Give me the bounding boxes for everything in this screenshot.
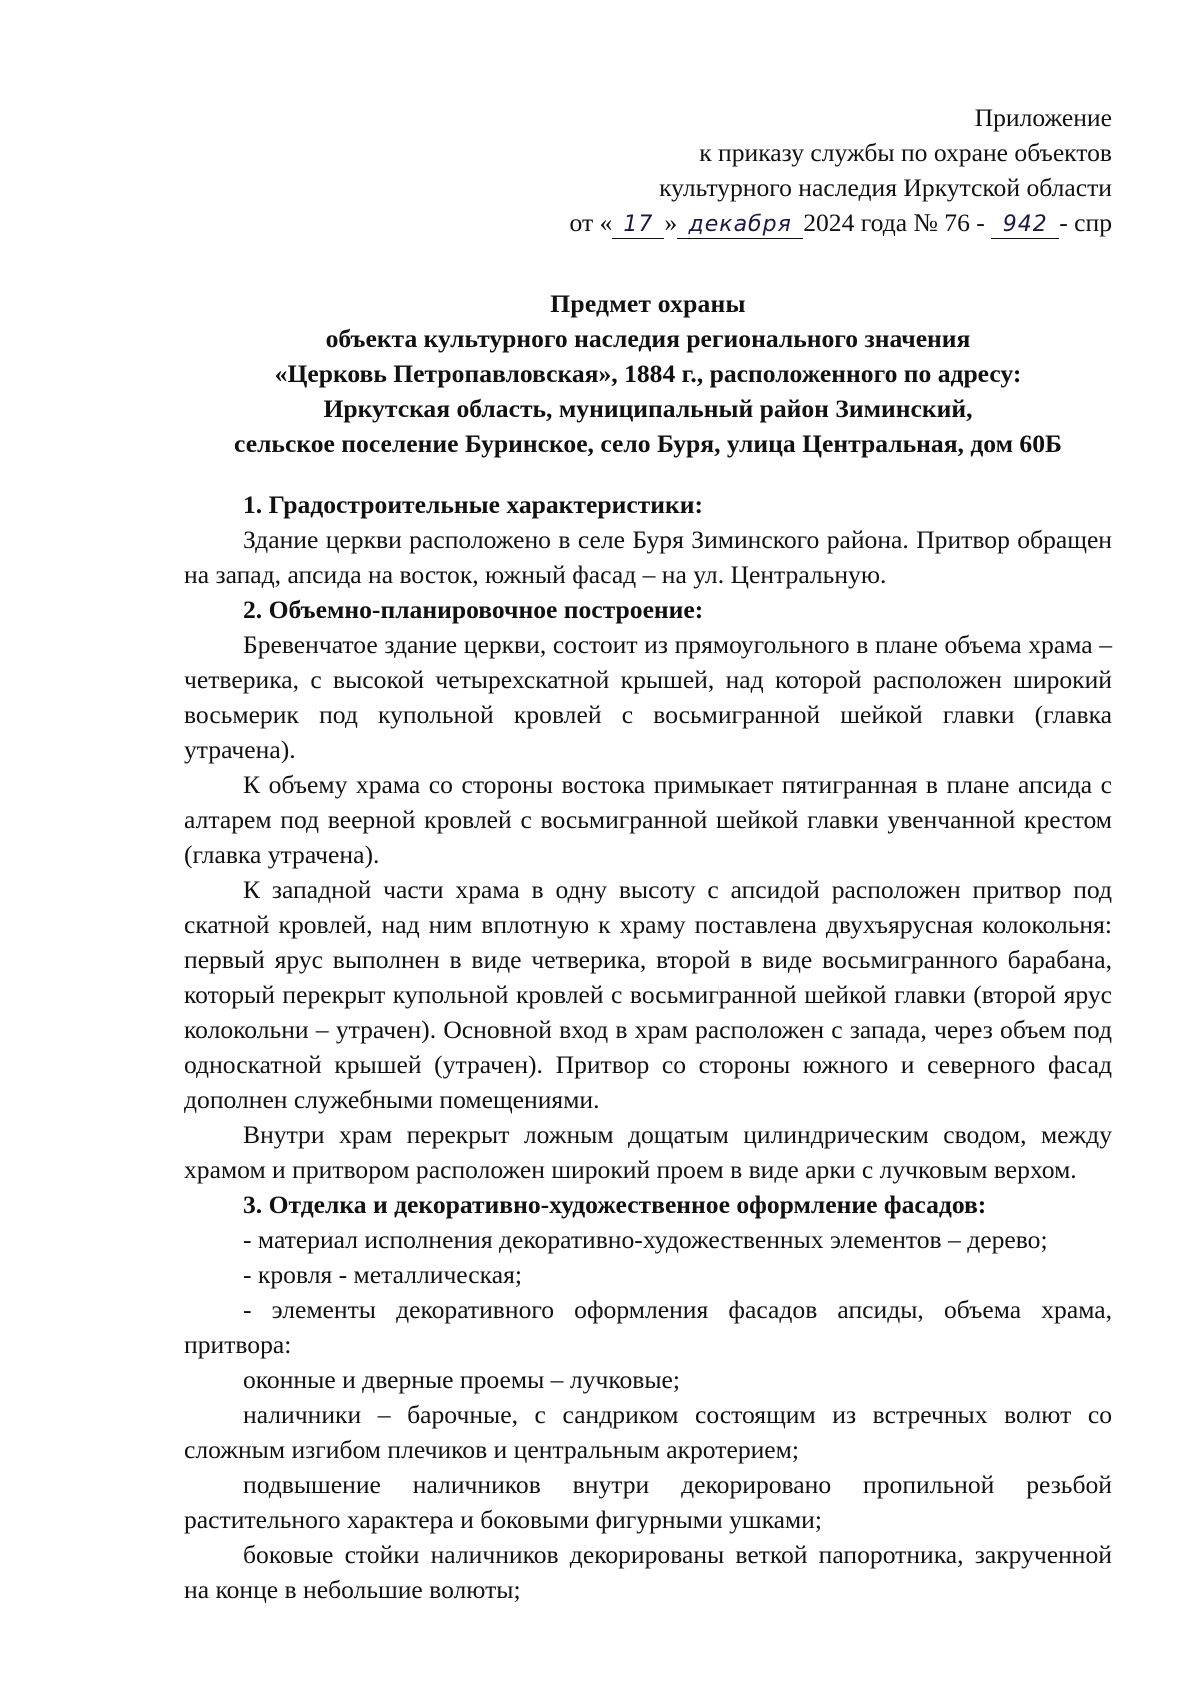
paragraph: подвышение наличников внутри декорировано пропильной резьбой растительного характера и боковыми фигурными ушками;	[184, 1470, 1112, 1534]
title-line: Предмет охраны	[550, 289, 746, 318]
paragraph: наличники – барочные, с сандриком состоящим из встречных волют со сложным изгибом плечиков и центральным акротерием;	[184, 1400, 1112, 1464]
section-heading: 2. Объемно-планировочное построение:	[243, 595, 704, 624]
handwritten-day: 17	[612, 212, 664, 239]
paragraph: Бревенчатое здание церкви, состоит из прямоугольного в плане объема храма – четверика, с высокой четырехскатной крышей, над которой расположен широкий восьмерик под купольной кровлей с восьмигранной шейкой главки (главка утрачена).	[184, 630, 1112, 764]
paragraph: - кровля - металлическая;	[243, 1260, 522, 1289]
appendix-agency-line: культурного наследия Иркутской области	[659, 173, 1112, 202]
paragraph: Здание церкви расположено в селе Буря Зиминского района. Притвор обращен на запад, апсида на восток, южный фасад – на ул. Центральную.	[184, 525, 1112, 589]
document-title	[184, 286, 1112, 461]
title-line: сельское поселение Буринское, село Буря, улица Центральная, дом 60Б	[234, 429, 1062, 458]
title-line: «Церковь Петропавловская», 1884 г., расположенного по адресу:	[274, 359, 1022, 388]
quote-close: »	[664, 208, 678, 237]
date-prefix: от «	[569, 208, 613, 237]
order-date-line	[184, 205, 1112, 240]
appendix-order-line: к приказу службы по охране объектов	[699, 138, 1112, 167]
document-page	[184, 100, 1112, 1607]
appendix-header	[184, 100, 1112, 240]
paragraph: - материал исполнения декоративно-художественных элементов – дерево;	[243, 1225, 1048, 1254]
paragraph: оконные и дверные проемы – лучковые;	[243, 1365, 681, 1394]
document-body	[184, 487, 1112, 1607]
paragraph: К западной части храма в одну высоту с апсидой расположен притвор под скатной кровлей, над ним вплотную к храму поставлена двухъярусная колокольня: первый ярус выполнен в виде четверика, второй в виде восьмигранного барабана, который перекрыт купольной кровлей с восьмигранной шейкой главки (второй ярус колокольни – утрачен). Основной вход в храм расположен с запада, через объем под односкатной крышей (утрачен). Притвор со стороны южного и северного фасад дополнен служебными помещениями.	[184, 875, 1112, 1114]
paragraph: боковые стойки наличников декорированы веткой папоротника, закрученной на конце в небольшие волюты;	[184, 1540, 1112, 1604]
title-line: объекта культурного наследия регионального значения	[325, 324, 971, 353]
section-heading: 3. Отделка и декоративно-художественное оформление фасадов:	[243, 1190, 987, 1219]
title-line: Иркутская область, муниципальный район Зиминский,	[323, 394, 973, 423]
handwritten-number: 942	[991, 212, 1059, 239]
paragraph: - элементы декоративного оформления фасадов апсиды, объема храма, притвора:	[184, 1295, 1112, 1359]
order-year-number: 2024 года № 76 -	[803, 208, 985, 237]
paragraph: Внутри храм перекрыт ложным дощатым цилиндрическим сводом, между храмом и притвором расположен широкий проем в виде арки с лучковым верхом.	[184, 1120, 1112, 1184]
handwritten-month: декабря	[677, 212, 803, 239]
section-heading: 1. Градостроительные характеристики:	[243, 490, 704, 519]
paragraph: К объему храма со стороны востока примыкает пятигранная в плане апсида с алтарем под веерной кровлей с восьмигранной шейкой главки увенчанной крестом (главка утрачена).	[184, 770, 1112, 869]
order-suffix: - спр	[1059, 208, 1112, 237]
appendix-title: Приложение	[974, 103, 1112, 132]
